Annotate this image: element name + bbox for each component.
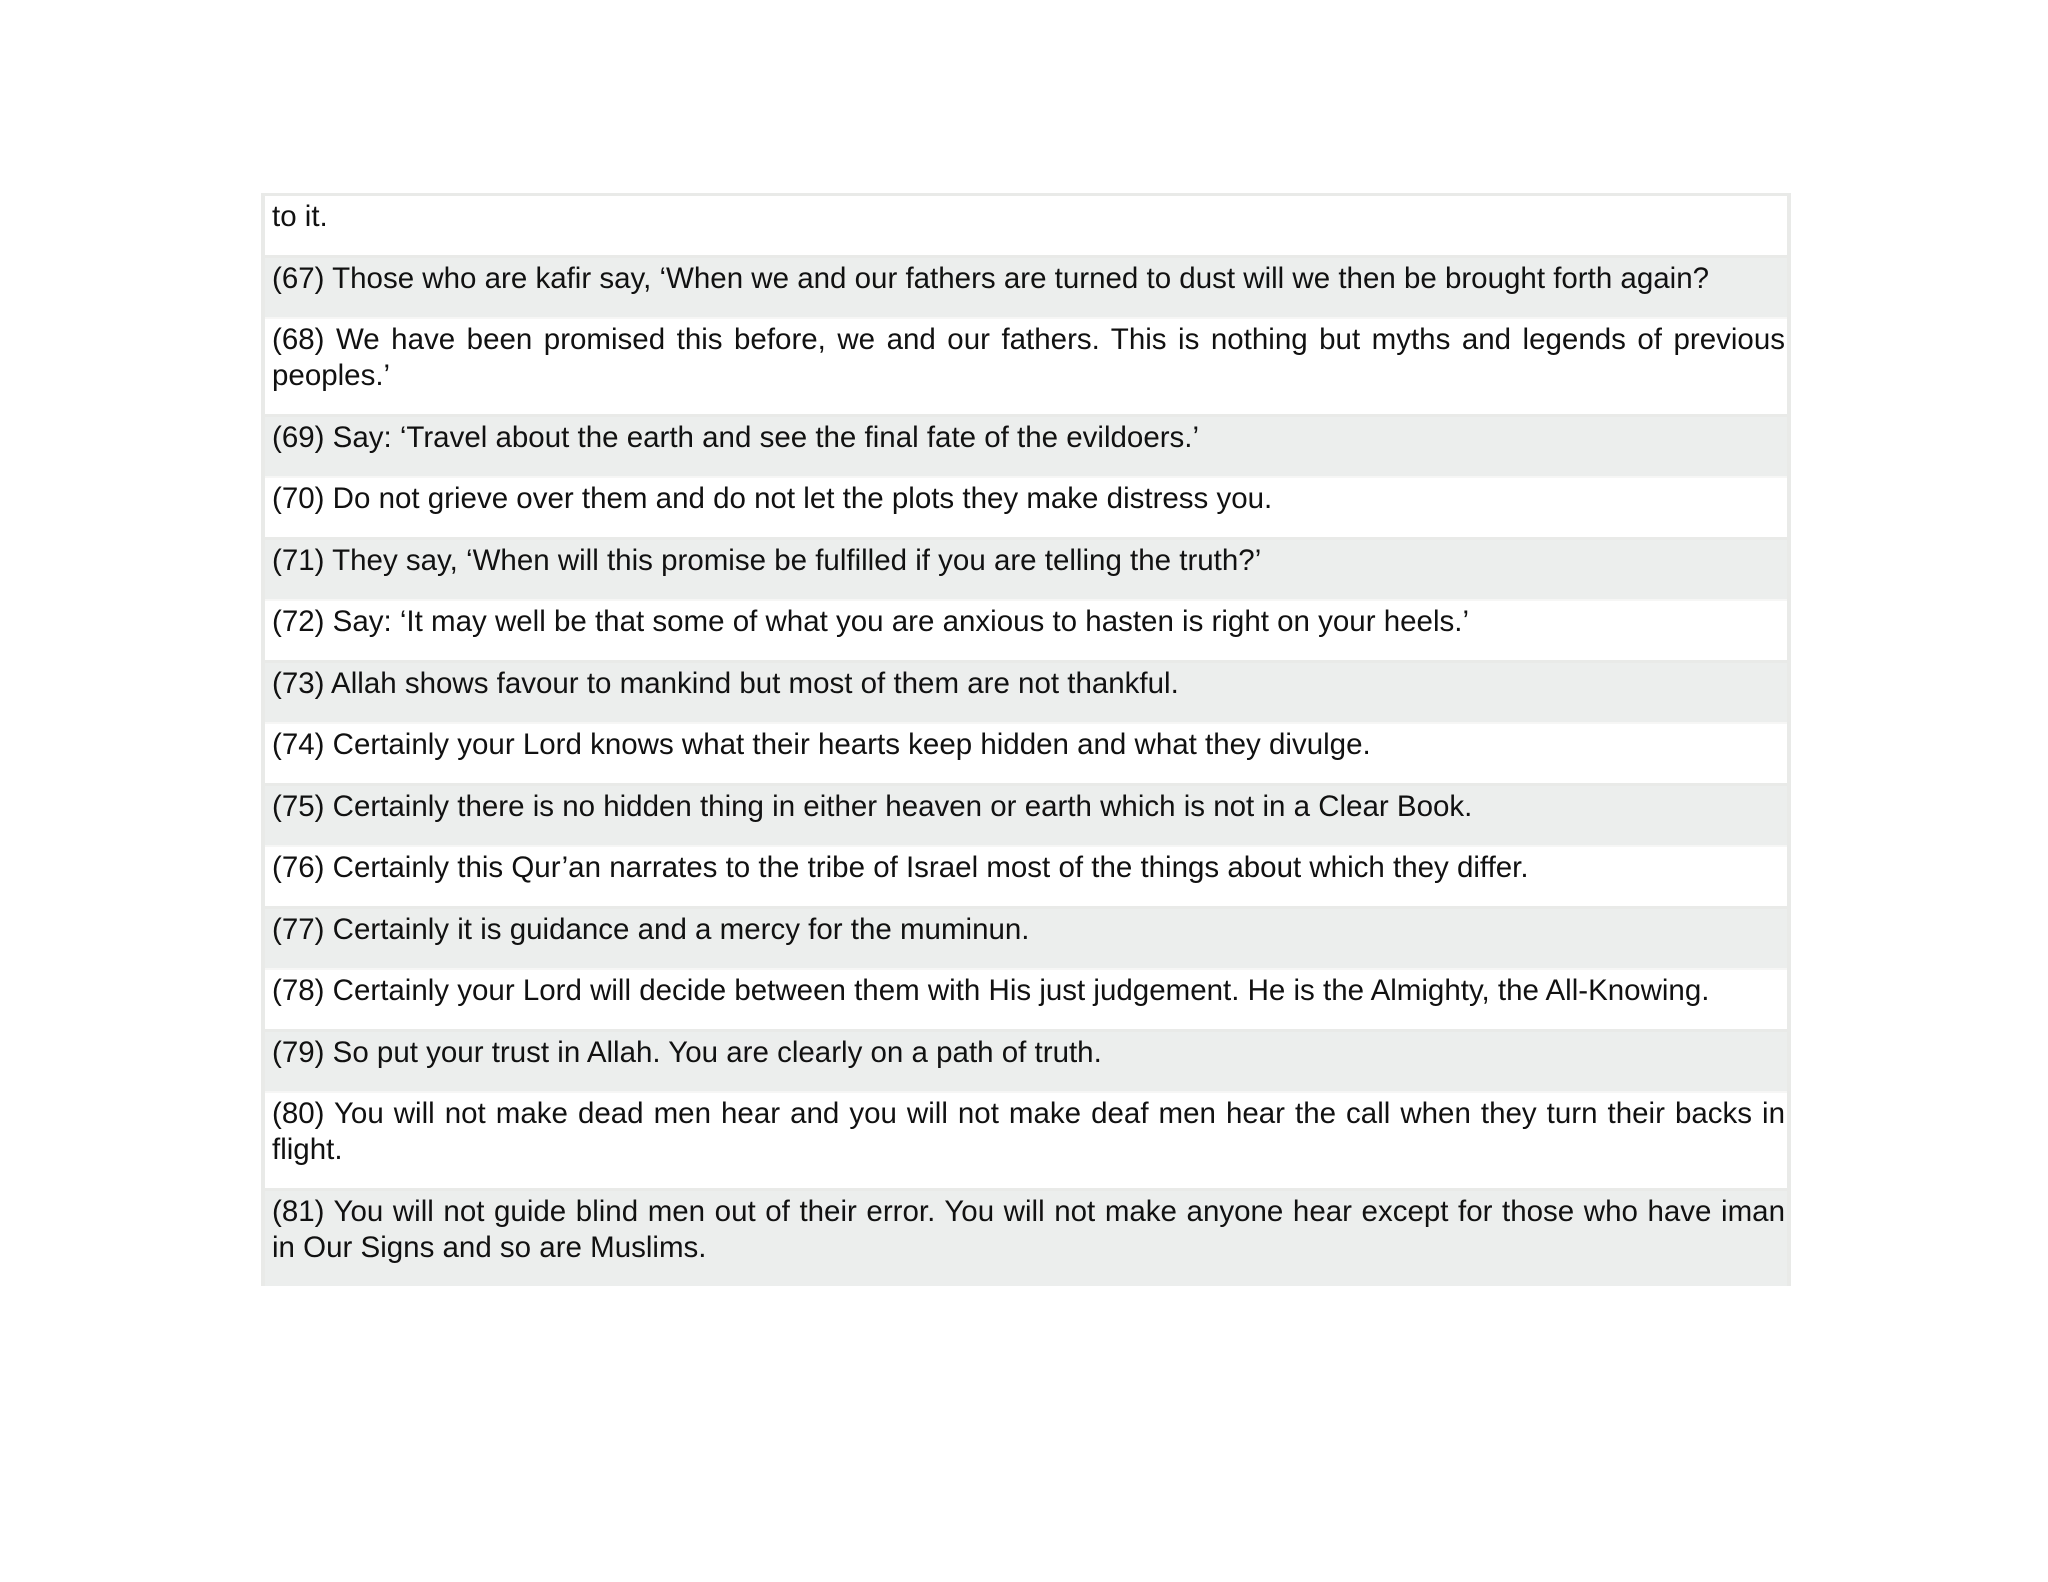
verse-row-76: (76) Certainly this Qur’an narrates to the tribe of Israel most of the things about which they differ. (265, 845, 1787, 909)
verse-row-77: (77) Certainly it is guidance and a mercy for the muminun. (265, 909, 1787, 968)
verse-row-73: (73) Allah shows favour to mankind but most of them are not thankful. (265, 663, 1787, 722)
verse-row-72: (72) Say: ‘It may well be that some of what you are anxious to hasten is right on your heels.’ (265, 599, 1787, 663)
verse-row-74: (74) Certainly your Lord knows what their hearts keep hidden and what they divulge. (265, 722, 1787, 786)
verse-row-71: (71) They say, ‘When will this promise be fulfilled if you are telling the truth?’ (265, 540, 1787, 599)
verse-row-79: (79) So put your trust in Allah. You are clearly on a path of truth. (265, 1032, 1787, 1091)
verse-row-75: (75) Certainly there is no hidden thing in either heaven or earth which is not in a Clear Book. (265, 786, 1787, 845)
verse-row-continuation: to it. (265, 196, 1787, 258)
verse-row-70: (70) Do not grieve over them and do not let the plots they make distress you. (265, 476, 1787, 540)
verse-row-68: (68) We have been promised this before, we and our fathers. This is nothing but myths and legends of previous peoples.’ (265, 317, 1787, 417)
verse-row-81: (81) You will not guide blind men out of their error. You will not make anyone hear except for those who have iman in Our Signs and so are Muslims. (265, 1191, 1787, 1286)
verse-row-80: (80) You will not make dead men hear and you will not make deaf men hear the call when they turn their backs in flight. (265, 1091, 1787, 1191)
verse-row-78: (78) Certainly your Lord will decide between them with His just judgement. He is the Almighty, the All-Knowing. (265, 968, 1787, 1032)
verse-row-67: (67) Those who are kafir say, ‘When we and our fathers are turned to dust will we then be brought forth again? (265, 258, 1787, 317)
verse-table (261, 193, 1791, 1286)
verse-row-69: (69) Say: ‘Travel about the earth and see the final fate of the evildoers.’ (265, 417, 1787, 476)
